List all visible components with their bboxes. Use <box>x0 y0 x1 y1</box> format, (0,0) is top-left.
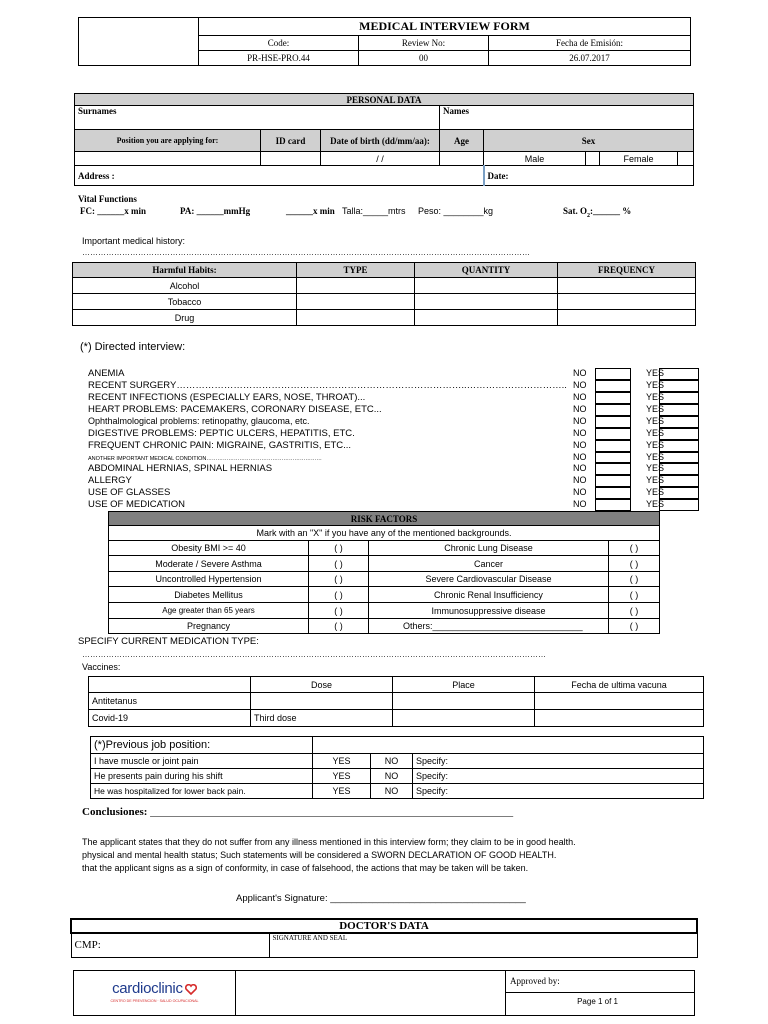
habit-cell[interactable] <box>297 310 415 326</box>
vaccine-place[interactable] <box>393 693 535 710</box>
interview-item: ABDOMINAL HERNIAS, SPINAL HERNIAS <box>88 463 273 474</box>
history-dots[interactable]: …………………………………………………………………………………………………………………………………………………… <box>82 248 530 257</box>
address-label: Address : <box>78 170 115 181</box>
habit-cell[interactable] <box>415 294 558 310</box>
habit-cell[interactable] <box>415 310 558 326</box>
vital-functions-title: Vital Functions <box>78 194 137 204</box>
yes-label: YES <box>646 487 665 497</box>
yes-box[interactable] <box>659 499 699 511</box>
risk-item: Age greater than 65 years <box>109 603 309 619</box>
risk-item: Chronic Renal Insufficiency <box>369 587 609 603</box>
others-field[interactable]: Others:______________________________ <box>369 619 609 634</box>
risk-item: Severe Cardiovascular Disease <box>369 572 609 587</box>
yes-label: YES <box>646 499 665 509</box>
interview-item: ANEMIA <box>88 368 125 379</box>
no-box[interactable] <box>595 440 631 452</box>
risk-factors-title: RISK FACTORS <box>109 512 660 526</box>
issue-date-label: Fecha de Emisión: <box>489 36 691 50</box>
sat-field[interactable] <box>563 206 631 219</box>
interview-item: ANOTHER IMPORTANT MEDICAL CONDITION……………………………………………………… <box>88 456 322 462</box>
habit-cell[interactable] <box>297 294 415 310</box>
risk-item: Chronic Lung Disease <box>369 541 609 556</box>
risk-check[interactable]: ( ) <box>609 572 660 587</box>
footer-blank-cell <box>236 971 506 1016</box>
no-box[interactable] <box>595 475 631 487</box>
no-box[interactable] <box>595 368 631 380</box>
risk-item: Obesity BMI >= 40 <box>109 541 309 556</box>
sex-label: Sex <box>484 130 694 152</box>
interview-item: DIGESTIVE PROBLEMS: PEPTIC ULCERS, HEPATITIS, ETC. <box>88 428 355 439</box>
id-card-input[interactable] <box>261 152 321 166</box>
habit-drug: Drug <box>73 310 297 326</box>
risk-item: Cancer <box>369 556 609 572</box>
personal-data-title: PERSONAL DATA <box>75 94 694 106</box>
habit-tobacco: Tobacco <box>73 294 297 310</box>
form-title: MEDICAL INTERVIEW FORM <box>199 18 691 36</box>
risk-check[interactable]: ( ) <box>609 619 660 634</box>
no-box[interactable] <box>595 463 631 475</box>
risk-check[interactable]: ( ) <box>309 619 369 634</box>
interview-item: ALLERGY <box>88 475 132 486</box>
no-label: NO <box>573 416 587 426</box>
job-no[interactable]: NO <box>371 769 413 784</box>
declaration-line: The applicant states that they do not suffer from any illness mentioned in this interview form; they claim to be in good health. <box>82 837 576 847</box>
habit-cell[interactable] <box>558 310 696 326</box>
medication-dots[interactable]: ………………………………………………………………………………………………………………………………………………………… <box>82 650 546 659</box>
no-box[interactable] <box>595 452 631 463</box>
cmp-label: CMP: <box>74 939 101 952</box>
yes-box[interactable] <box>659 416 699 428</box>
no-box[interactable] <box>595 499 631 511</box>
risk-check[interactable]: ( ) <box>609 603 660 619</box>
job-question: I have muscle or joint pain <box>91 754 313 769</box>
risk-check[interactable]: ( ) <box>309 572 369 587</box>
yes-box[interactable] <box>659 428 699 440</box>
position-input[interactable] <box>75 152 261 166</box>
yes-box[interactable] <box>659 392 699 404</box>
risk-check[interactable]: ( ) <box>609 556 660 572</box>
male-label: Male <box>484 152 586 166</box>
habit-cell[interactable] <box>297 278 415 294</box>
talla-field[interactable]: Talla:_____mtrs <box>342 206 406 216</box>
vaccine-name: Antitetanus <box>89 693 251 710</box>
risk-item: Moderate / Severe Asthma <box>109 556 309 572</box>
address-field[interactable] <box>75 166 484 186</box>
previous-job-blank <box>313 737 704 754</box>
code-label: Code: <box>199 36 359 50</box>
names-label: Names <box>443 106 469 116</box>
no-box[interactable] <box>595 487 631 499</box>
logo-text: cardioclinic <box>112 980 183 998</box>
peso-field[interactable]: Peso: ________kg <box>418 206 494 216</box>
yes-label: YES <box>646 452 665 462</box>
personal-data-table <box>74 93 694 186</box>
risk-factors-table <box>108 511 660 634</box>
interview-item: Ophthalmological problems: retinopathy, glaucoma, etc. <box>88 416 310 426</box>
vaccine-name: Covid-19 <box>89 710 251 727</box>
risk-check[interactable]: ( ) <box>609 587 660 603</box>
risk-check[interactable]: ( ) <box>309 587 369 603</box>
signature-label: Applicant's Signature: <box>236 893 328 904</box>
signature-line[interactable]: _____________________________________ <box>330 893 526 904</box>
yes-label: YES <box>646 392 665 402</box>
job-question: He was hospitalized for lower back pain. <box>91 784 313 799</box>
risk-instruction: Mark with an "X" if you have any of the mentioned backgrounds. <box>109 526 660 541</box>
dob-input[interactable]: / / <box>321 152 440 166</box>
no-label: NO <box>573 404 587 414</box>
job-no[interactable]: NO <box>371 754 413 769</box>
yes-box[interactable] <box>659 452 699 463</box>
interview-item: RECENT INFECTIONS (ESPECIALLY EARS, NOSE, THROAT)... <box>88 392 366 403</box>
conclusions-line[interactable]: __________________________________________________________________ <box>150 806 514 818</box>
habit-alcohol: Alcohol <box>73 278 297 294</box>
frequency-header: FREQUENCY <box>558 263 696 278</box>
header-logo-cell <box>79 18 199 66</box>
conclusions-row <box>82 806 513 818</box>
quantity-header: QUANTITY <box>415 263 558 278</box>
yes-label: YES <box>646 380 665 390</box>
history-label: Important medical history: <box>82 236 186 246</box>
risk-check[interactable]: ( ) <box>309 556 369 572</box>
doctor-data-title: DOCTOR'S DATA <box>71 919 697 933</box>
job-yes[interactable]: YES <box>313 754 371 769</box>
no-label: NO <box>573 452 587 462</box>
footer-table <box>73 970 695 1016</box>
risk-check[interactable]: ( ) <box>609 541 660 556</box>
signature-seal-label: SIGNATURE AND SEAL <box>272 934 348 942</box>
no-label: NO <box>573 475 587 485</box>
interview-title: (*) Directed interview: <box>80 341 186 353</box>
yes-label: YES <box>646 404 665 414</box>
yes-box[interactable] <box>659 487 699 499</box>
job-question: He presents pain during his shift <box>91 769 313 784</box>
cmp-field[interactable] <box>71 933 269 957</box>
no-box[interactable] <box>595 392 631 404</box>
dose-header: Dose <box>251 677 393 693</box>
fc-field[interactable]: FC: ______x min <box>80 206 146 216</box>
place-header: Place <box>393 677 535 693</box>
interview-item: USE OF GLASSES <box>88 487 171 498</box>
yes-box[interactable] <box>659 475 699 487</box>
approval-cell <box>506 971 695 1016</box>
xmin-field[interactable]: ______x min <box>286 206 335 216</box>
id-card-label: ID card <box>261 130 321 152</box>
risk-check[interactable]: ( ) <box>309 541 369 556</box>
no-label: NO <box>573 499 587 509</box>
signature-row <box>236 893 526 904</box>
yes-box[interactable] <box>659 368 699 380</box>
yes-label: YES <box>646 428 665 438</box>
vaccine-header-blank <box>89 677 251 693</box>
vaccine-dose[interactable]: Third dose <box>251 710 393 727</box>
interview-item: FREQUENT CHRONIC PAIN: MIGRAINE, GASTRITIS, ETC... <box>88 440 352 451</box>
surnames-label: Surnames <box>78 106 117 116</box>
names-field[interactable] <box>440 106 694 130</box>
no-label: NO <box>573 487 587 497</box>
risk-item: Diabetes Mellitus <box>109 587 309 603</box>
job-specify[interactable]: Specify: <box>413 769 704 784</box>
habit-cell[interactable] <box>415 278 558 294</box>
signature-seal-field[interactable] <box>269 933 697 957</box>
no-box[interactable] <box>595 404 631 416</box>
yes-box[interactable] <box>659 380 699 392</box>
doctor-data-table <box>70 918 698 958</box>
yes-box[interactable] <box>659 463 699 475</box>
job-no[interactable]: NO <box>371 784 413 799</box>
no-label: NO <box>573 463 587 473</box>
female-checkbox[interactable] <box>678 152 694 166</box>
risk-check[interactable]: ( ) <box>309 603 369 619</box>
logo-cell <box>74 971 236 1016</box>
sat-suffix: :______ % <box>590 206 632 216</box>
conclusions-label: Conclusiones: <box>82 806 148 818</box>
review-value: 00 <box>359 50 489 65</box>
job-specify[interactable]: Specify: <box>413 754 704 769</box>
age-label: Age <box>440 130 484 152</box>
review-label: Review No: <box>359 36 489 50</box>
last-vaccine-date-header: Fecha de ultima vacuna <box>535 677 704 693</box>
header-table <box>78 17 691 66</box>
no-box[interactable] <box>595 416 631 428</box>
male-checkbox[interactable] <box>586 152 600 166</box>
job-specify[interactable]: Specify: <box>413 784 704 799</box>
interview-item: RECENT SURGERY………………………………………………………………………………..………………………….. <box>88 380 567 391</box>
female-label: Female <box>600 152 678 166</box>
vaccines-table <box>88 676 704 727</box>
issue-date-value: 26.07.2017 <box>489 50 691 65</box>
habit-cell[interactable] <box>558 278 696 294</box>
type-header: TYPE <box>297 263 415 278</box>
cardioclinic-logo <box>77 982 232 1003</box>
approved-by-label: Approved by: <box>506 971 694 993</box>
yes-label: YES <box>646 440 665 450</box>
habit-cell[interactable] <box>558 294 696 310</box>
no-label: NO <box>573 392 587 402</box>
medication-label: SPECIFY CURRENT MEDICATION TYPE: <box>78 636 259 647</box>
declaration <box>82 836 682 875</box>
page-number: Page 1 of 1 <box>577 997 618 1006</box>
declaration-line: physical and mental health status; Such statements will be considered a SWORN DECLARATION OF GOOD HEALTH. <box>82 850 557 860</box>
vaccine-place[interactable] <box>393 710 535 727</box>
surnames-field[interactable] <box>75 106 440 130</box>
vaccines-label: Vaccines: <box>82 662 121 672</box>
pa-field[interactable]: PA: ______mmHg <box>180 206 251 216</box>
vaccine-date[interactable] <box>535 693 704 710</box>
no-box[interactable] <box>595 428 631 440</box>
interview-item: HEART PROBLEMS: PACEMAKERS, CORONARY DISEASE, ETC... <box>88 404 382 415</box>
no-box[interactable] <box>595 380 631 392</box>
sat-sub: 2 <box>587 212 591 219</box>
yes-box[interactable] <box>659 404 699 416</box>
risk-item: Uncontrolled Hypertension <box>109 572 309 587</box>
yes-label: YES <box>646 463 665 473</box>
date-field[interactable] <box>484 166 694 186</box>
vaccine-date[interactable] <box>535 710 704 727</box>
yes-label: YES <box>646 416 665 426</box>
declaration-line: that the applicant signs as a sign of conformity, in case of falsehood, the actions that may be taken will be taken. <box>82 863 529 873</box>
risk-item: Pregnancy <box>109 619 309 634</box>
job-yes[interactable]: YES <box>313 784 371 799</box>
age-input[interactable] <box>440 152 484 166</box>
no-label: NO <box>573 428 587 438</box>
no-label: NO <box>573 368 587 378</box>
job-yes[interactable]: YES <box>313 769 371 784</box>
date-label: Date: <box>487 170 509 181</box>
yes-label: YES <box>646 475 665 485</box>
position-label: Position you are applying for: <box>75 130 261 152</box>
dob-label: Date of birth (dd/mm/aa): <box>321 130 440 152</box>
code-value: PR-HSE-PRO.44 <box>199 50 359 65</box>
habits-table <box>72 262 696 326</box>
no-label: NO <box>573 380 587 390</box>
yes-box[interactable] <box>659 440 699 452</box>
no-label: NO <box>573 440 587 450</box>
risk-item: Immunosuppressive disease <box>369 603 609 619</box>
yes-label: YES <box>646 368 665 378</box>
vaccine-dose[interactable] <box>251 693 393 710</box>
heart-icon <box>185 984 197 999</box>
habits-header: Harmful Habits: <box>73 263 297 278</box>
previous-job-table <box>90 736 704 799</box>
previous-job-title: (*)Previous job position: <box>91 737 313 754</box>
interview-item: USE OF MEDICATION <box>88 499 185 510</box>
sat-prefix: Sat. O <box>563 206 588 216</box>
logo-subtitle: CENTRO DE PREVENCION · SALUD OCUPACIONAL <box>110 998 199 1003</box>
